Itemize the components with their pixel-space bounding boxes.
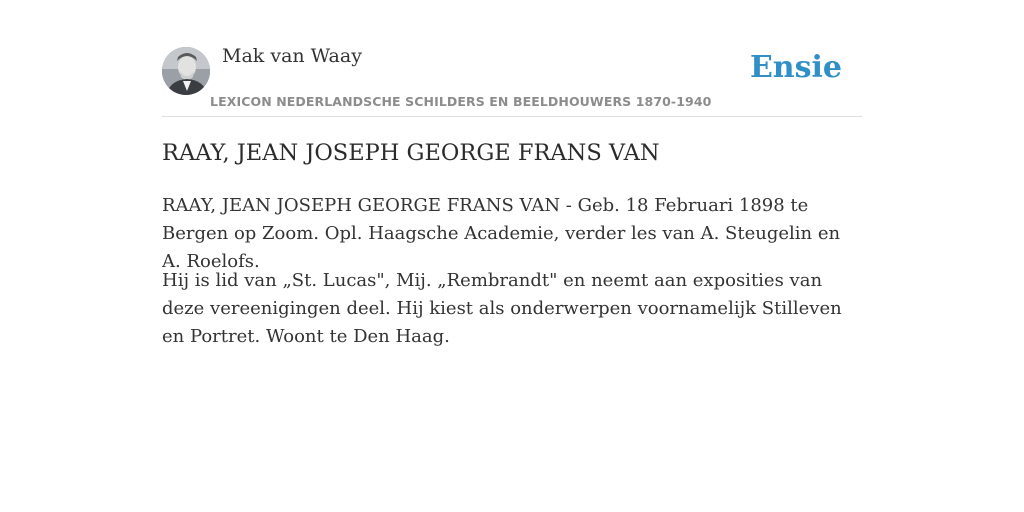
portrait-image — [162, 47, 210, 95]
author-name[interactable]: Mak van Waay — [222, 45, 362, 67]
avatar[interactable] — [162, 47, 210, 95]
article-container — [162, 0, 862, 347]
article-paragraph: Hij is lid van „St. Lucas", Mij. „Rembrandt" en neemt aan exposities van deze vereenigingen deel. Hij kiest als onderwerpen voornamelijk Stilleven en Portret. Woont te Den Haag. — [162, 270, 842, 347]
article-title: RAAY, JEAN JOSEPH GEORGE FRANS VAN — [162, 140, 660, 166]
article-paragraph: RAAY, JEAN JOSEPH GEORGE FRANS VAN - Geb. 18 Februari 1898 te Bergen op Zoom. Opl. Haagsche Academie, verder les van A. Steugelin en A. Roelofs. — [162, 195, 841, 272]
brand-logo[interactable]: Ensie — [749, 50, 842, 85]
source-title[interactable]: LEXICON NEDERLANDSCHE SCHILDERS EN BEELDHOUWERS 1870-1940 — [210, 94, 712, 109]
header — [162, 0, 862, 117]
